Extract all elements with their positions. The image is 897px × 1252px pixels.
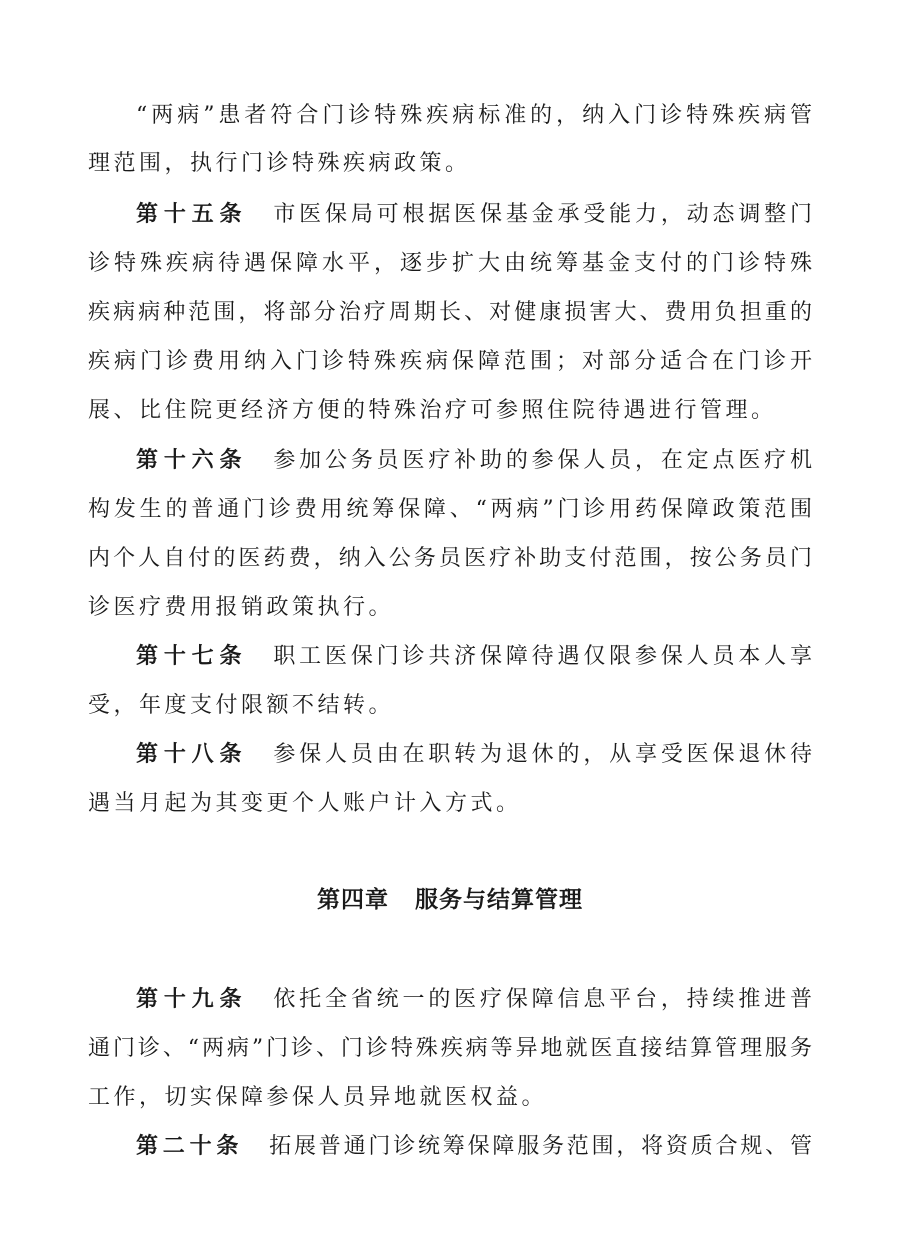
paragraph-line: 参加公务员医疗补助的参保人员，在定点医疗机	[273, 448, 812, 473]
paragraph-line: 职工医保门诊共济保障待遇仅限参保人员本人享	[273, 644, 812, 669]
paragraph-line: 工作，切实保障参保人员异地就医权益。	[88, 1085, 548, 1110]
paragraph-line: 疾病病种范围，将部分治疗周期长、对健康损害大、费用负担重的	[88, 300, 812, 325]
paragraph-line: 诊医疗费用报销政策执行。	[88, 595, 395, 620]
paragraph-line: 展、比住院更经济方便的特殊治疗可参照住院待遇进行管理。	[88, 398, 777, 423]
article-17-first-line	[136, 637, 812, 677]
article-number: 第十六条	[136, 448, 248, 473]
paragraph-line: 内个人自付的医药费，纳入公务员医疗补助支付范围，按公务员门	[88, 546, 812, 571]
paragraph-line: 受，年度支付限额不结转。	[88, 693, 395, 718]
article-number: 第二十条	[136, 1134, 244, 1159]
paragraph-line: “两病”患者符合门诊特殊疾病标准的，纳入门诊特殊疾病管	[136, 103, 812, 128]
article-15-first-line	[136, 195, 812, 235]
article-number: 第十五条	[136, 202, 248, 227]
paragraph-line: 市医保局可根据医保基金承受能力，动态调整门	[273, 202, 812, 227]
article-number: 第十八条	[136, 742, 248, 767]
article-number: 第十九条	[136, 987, 248, 1012]
chapter-heading	[88, 880, 812, 920]
paragraph-line: 疾病门诊费用纳入门诊特殊疾病保障范围；对部分适合在门诊开	[88, 349, 812, 374]
article-18-first-line	[136, 735, 812, 775]
article-19-first-line	[136, 980, 812, 1020]
paragraph-line: 参保人员由在职转为退休的，从享受医保退休待	[273, 742, 812, 767]
chapter-number: 第四章	[317, 887, 389, 913]
paragraph-line: 构发生的普通门诊费用统筹保障、“两病”门诊用药保障政策范围	[88, 497, 812, 522]
article-20-first-line	[136, 1127, 812, 1167]
article-16-first-line	[136, 441, 812, 481]
article-number: 第十七条	[136, 644, 248, 669]
paragraph-line: 遇当月起为其变更个人账户计入方式。	[88, 791, 522, 816]
paragraph-line: 通门诊、“两病”门诊、门诊特殊疾病等异地就医直接结算管理服务	[88, 1036, 812, 1061]
paragraph-line: 理范围，执行门诊特殊疾病政策。	[88, 151, 471, 176]
paragraph-line: 诊特殊疾病待遇保障水平，逐步扩大由统筹基金支付的门诊特殊	[88, 251, 812, 276]
chapter-title: 服务与结算管理	[415, 887, 583, 913]
paragraph-line: 依托全省统一的医疗保障信息平台，持续推进普	[273, 987, 812, 1012]
paragraph-line: 拓展普通门诊统筹保障服务范围，将资质合规、管	[269, 1134, 812, 1159]
